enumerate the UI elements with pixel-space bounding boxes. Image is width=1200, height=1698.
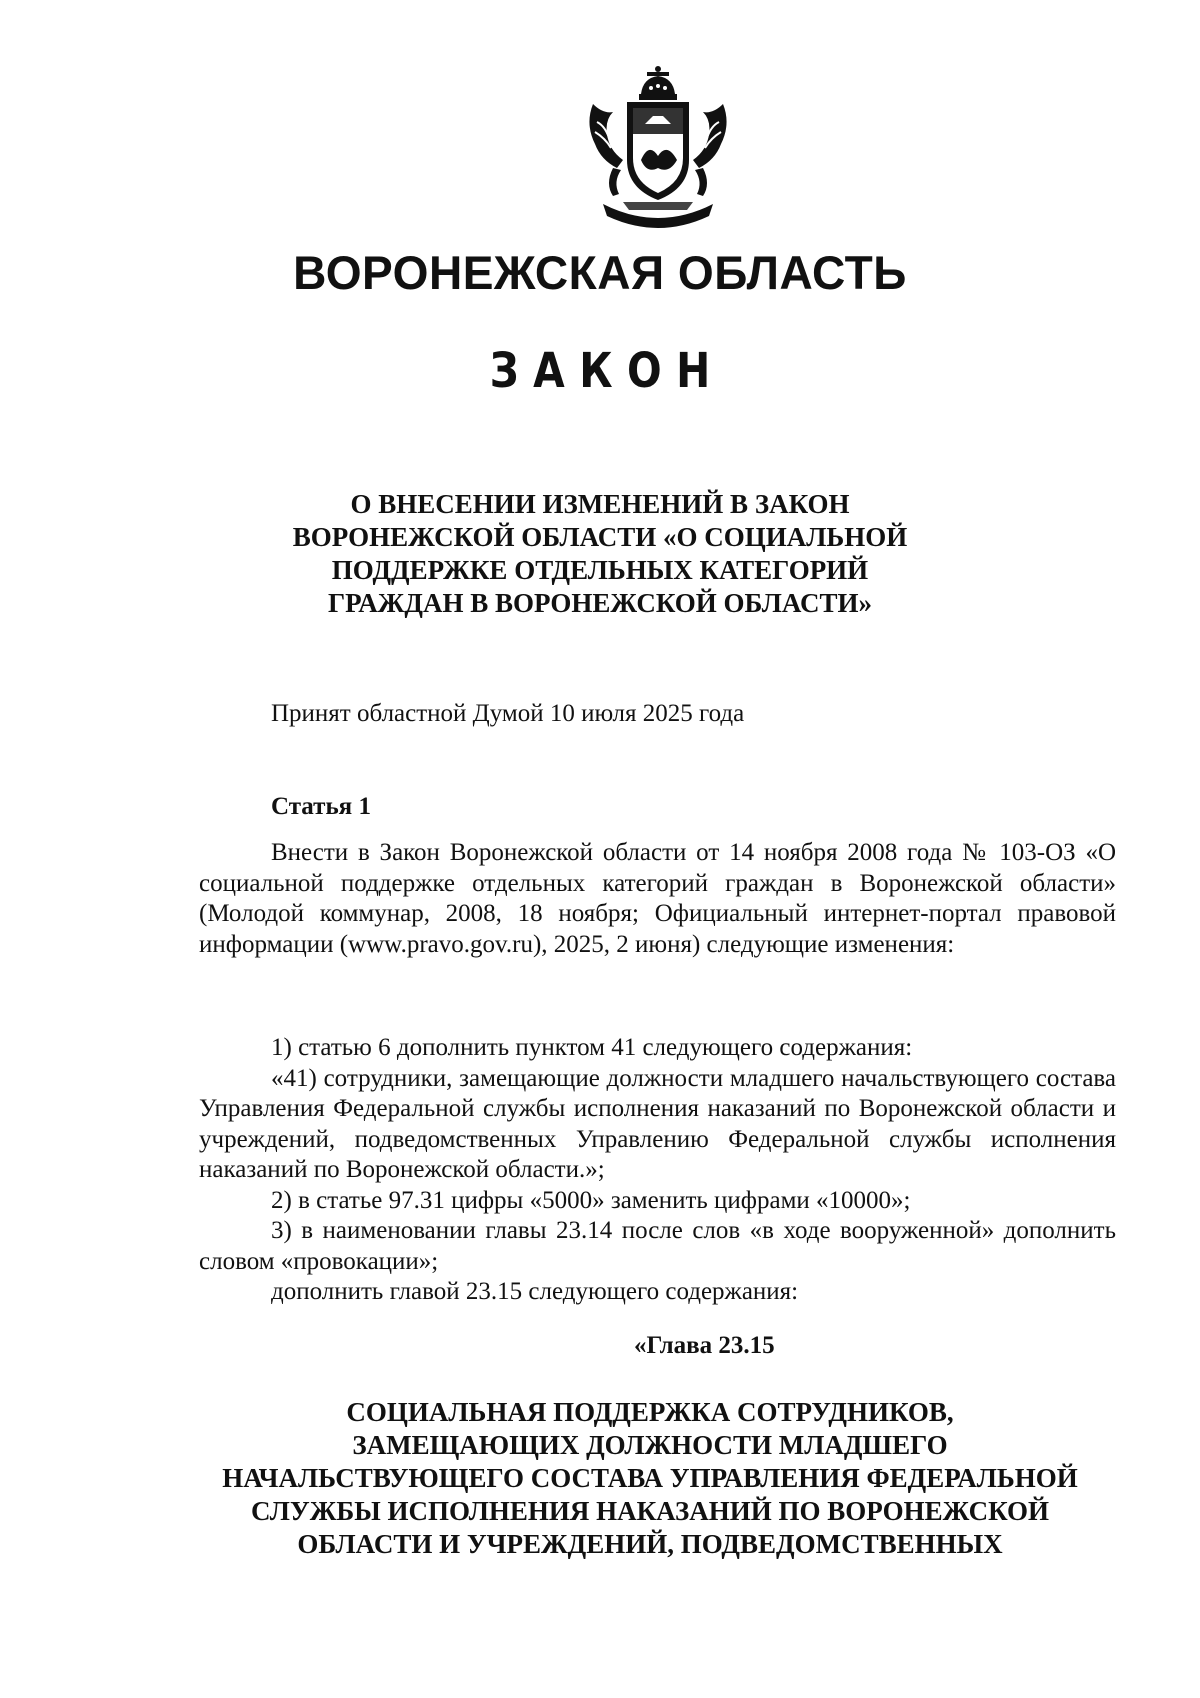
chapter-title-line: СЛУЖБЫ ИСПОЛНЕНИЯ НАКАЗАНИЙ ПО ВОРОНЕЖСКОЙ [250,1496,1050,1526]
chapter-title-line: ОБЛАСТИ И УЧРЕЖДЕНИЙ, ПОДВЕДОМСТВЕННЫХ [297,1529,1003,1559]
article-heading: Статья 1 [271,793,371,820]
amendment-item: дополнить главой 23.15 следующего содержания: [271,1278,799,1305]
article-intro-block [199,838,1116,960]
amendment-item: «41) сотрудники, замещающие должности младшего начальствующего состава Управления Федеральной службы исполнения наказаний по Воронежской области и учреждений, подведомственных Управлению Федеральной службы исполнения наказаний по Воронежской области.»; [199,1064,1116,1183]
adoption-note: Принят областной Думой 10 июля 2025 года [271,700,745,727]
law-title [230,488,970,620]
amendment-item: 2) в статье 97.31 цифры «5000» заменить цифрами «10000»; [271,1186,911,1214]
law-title-line: ВОРОНЕЖСКОЙ ОБЛАСТИ «О СОЦИАЛЬНОЙ [292,522,908,552]
amendment-item: 1) статью 6 дополнить пунктом 41 следующего содержания: [271,1034,913,1061]
region-name: ВОРОНЕЖСКАЯ ОБЛАСТЬ [293,246,907,299]
law-title-line: О ВНЕСЕНИИ ИЗМЕНЕНИЙ В ЗАКОН [350,489,850,519]
chapter-title-line: НАЧАЛЬСТВУЮЩЕГО СОСТАВА УПРАВЛЕНИЯ ФЕДЕРАЛЬНОЙ [222,1463,1078,1493]
amendment-item: 3) в наименовании главы 23.14 после слов «в ходе вооруженной» дополнить словом «провокации»; [199,1217,1116,1275]
article-intro: Внести в Закон Воронежской области от 14 ноября 2008 года № 103-ОЗ «О социальной поддержке отдельных категорий граждан в Воронежской области» (Молодой коммунар, 2008, 18 ноября; Официальный интернет-портал правовой информации (www.pravo.gov.ru), 2025, 2 июня) следующие изменения: [199,839,1116,958]
document-type: ЗАКОН [489,343,725,399]
law-title-line: ПОДДЕРЖКЕ ОТДЕЛЬНЫХ КАТЕГОРИЙ [331,555,869,585]
chapter-number: «Глава 23.15 [634,1332,775,1359]
amendments-list [199,1033,1116,1308]
voronezh-coat-of-arms-icon [583,64,733,234]
chapter-title-line: СОЦИАЛЬНАЯ ПОДДЕРЖКА СОТРУДНИКОВ, [346,1397,954,1427]
chapter-title [180,1396,1120,1561]
chapter-title-line: ЗАМЕЩАЮЩИХ ДОЛЖНОСТИ МЛАДШЕГО [352,1430,948,1460]
law-title-line: ГРАЖДАН В ВОРОНЕЖСКОЙ ОБЛАСТИ» [328,588,872,618]
